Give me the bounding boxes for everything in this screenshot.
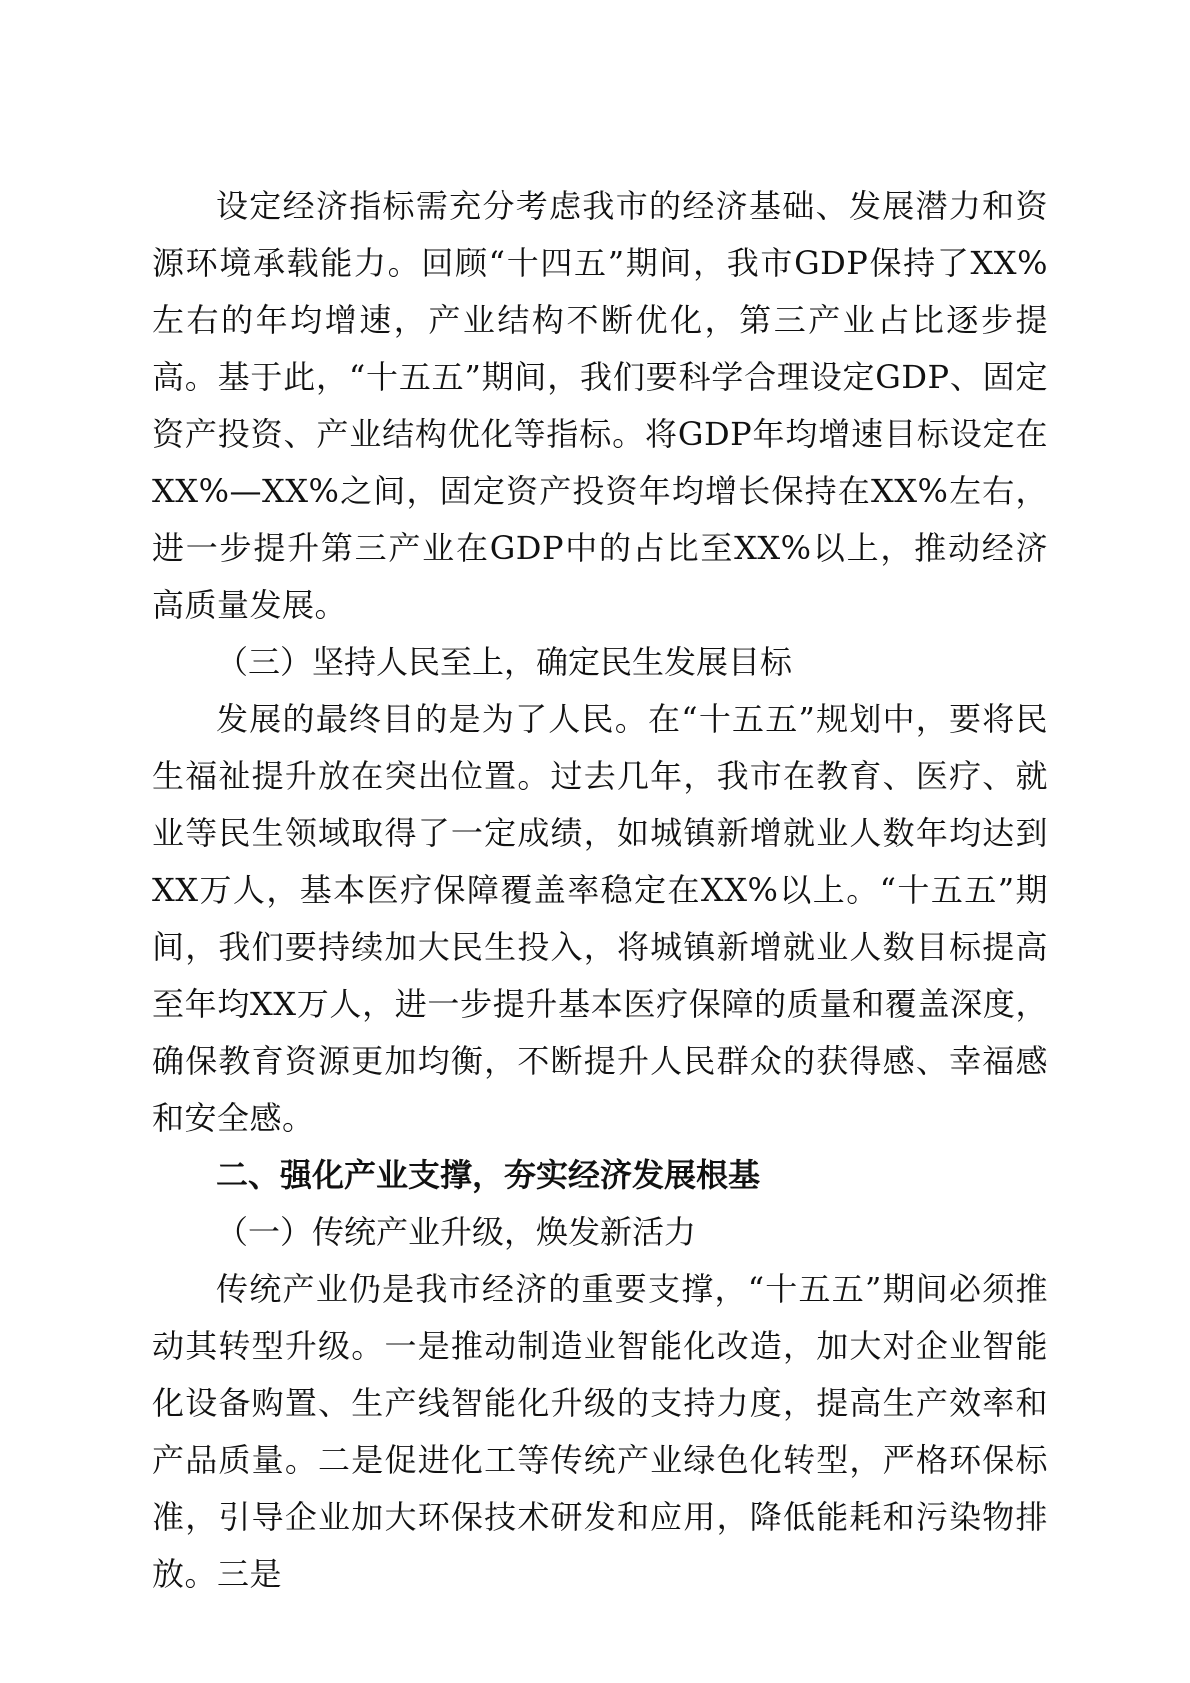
paragraph-economic-indicators: 设定经济指标需充分考虑我市的经济基础、发展潜力和资源环境承载能力。回顾“十四五”期间，我市GDP保持了XX%左右的年均增速，产业结构不断优化，第三产业占比逐步提高。基于此，“十五五”期间，我们要科学合理设定GDP、固定资产投资、产业结构优化等指标。将GDP年均增速目标设定在XX%—XX%之间，固定资产投资年均增长保持在XX%左右，进一步提升第三产业在GDP中的占比至XX%以上，推动经济高质量发展。 <box>152 187 1048 624</box>
subheading-traditional-industry: （一）传统产业升级，焕发新活力 <box>216 1213 697 1251</box>
heading-industry-support: 二、强化产业支撑，夯实经济发展根基 <box>216 1156 761 1194</box>
paragraph-livelihood-goals: 发展的最终目的是为了人民。在“十五五”规划中，要将民生福祉提升放在突出位置。过去几年，我市在教育、医疗、就业等民生领域取得了一定成绩，如城镇新增就业人数年均达到XX万人，基本医疗保障覆盖率稳定在XX%以上。“十五五”期间，我们要持续加大民生投入，将城镇新增就业人数目标提高至年均XX万人，进一步提升基本医疗保障的质量和覆盖深度，确保教育资源更加均衡，不断提升人民群众的获得感、幸福感和安全感。 <box>152 700 1048 1137</box>
document-page <box>152 178 1048 1603</box>
paragraph-traditional-industry-upgrade: 传统产业仍是我市经济的重要支撑，“十五五”期间必须推动其转型升级。一是推动制造业智能化改造，加大对企业智能化设备购置、生产线智能化升级的支持力度，提高生产效率和产品质量。二是促进化工等传统产业绿色化转型，严格环保标准，引导企业加大环保技术研发和应用，降低能耗和污染物排放。三是 <box>152 1270 1048 1593</box>
subheading-people-first: （三）坚持人民至上，确定民生发展目标 <box>216 643 793 681</box>
